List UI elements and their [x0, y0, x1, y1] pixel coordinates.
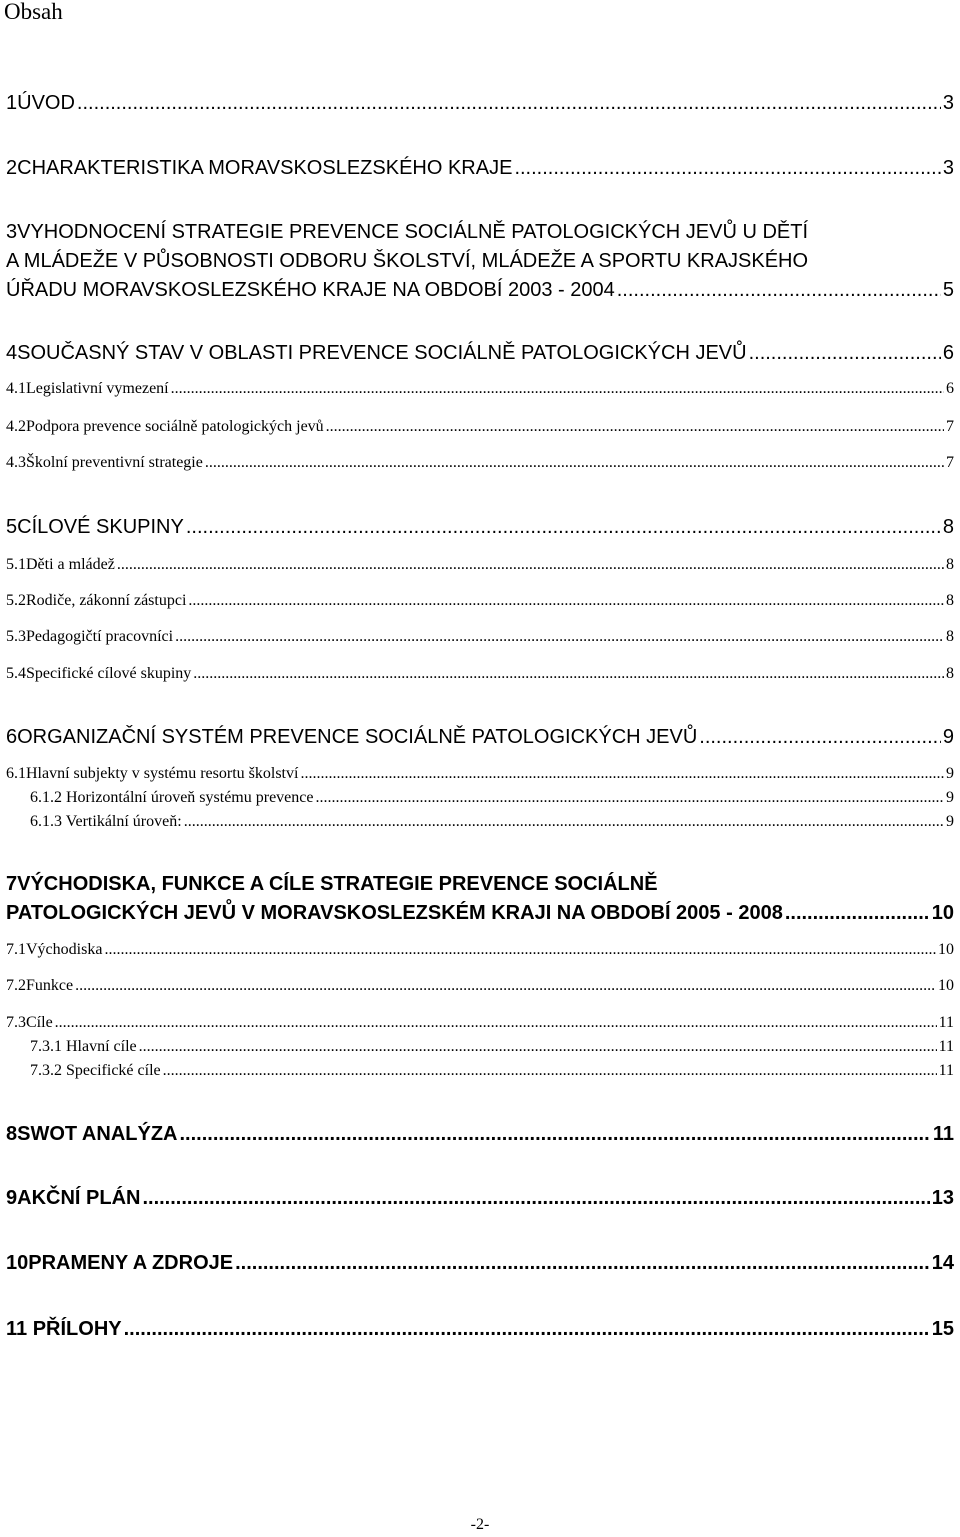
dot-leader [139, 1036, 937, 1058]
toc-page-number: 8 [946, 628, 954, 645]
toc-entry-4-3[interactable] [6, 452, 954, 474]
dot-leader [175, 626, 944, 648]
toc-entry-cilove-skupiny[interactable] [6, 512, 954, 542]
toc-page-number: 9 [946, 765, 954, 782]
toc-page-number: 11 [938, 1062, 954, 1079]
toc-label: 5.4Specifické cílové skupiny [6, 665, 192, 682]
toc-entry-7-3-1[interactable] [30, 1036, 954, 1058]
toc-label: 6.1Hlavní subjekty v systému resortu školství [6, 765, 299, 782]
dot-leader [163, 1060, 937, 1082]
dot-leader [235, 1248, 930, 1278]
toc-label: 2CHARAKTERISTIKA MORAVSKOSLEZSKÉHO KRAJE [6, 157, 513, 179]
toc-label: 5.2Rodiče, zákonní zástupci [6, 592, 187, 609]
toc-page-number: 8 [946, 592, 954, 609]
toc-page-number: 15 [931, 1318, 954, 1340]
toc-label: 4SOUČASNÝ STAV V OBLASTI PREVENCE SOCIÁLNĚ PATOLOGICKÝCH JEVŮ [6, 342, 747, 364]
toc-entry-4-1[interactable] [6, 378, 954, 400]
toc-page-number: 8 [946, 556, 954, 573]
toc-page-number: 13 [931, 1187, 954, 1209]
dot-leader [300, 763, 944, 785]
toc-label-line: ÚŘADU MORAVSKOSLEZSKÉHO KRAJE NA OBDOBÍ 2003 - 2004 [6, 279, 615, 301]
toc-label: 4.3Školní preventivní strategie [6, 454, 203, 471]
dot-leader [117, 554, 944, 576]
toc-label: 11 PŘÍLOHY [6, 1318, 122, 1340]
toc-entry-akcni-plan[interactable] [6, 1183, 954, 1213]
toc-page-number: 8 [942, 516, 954, 538]
toc-entry-7-2[interactable] [6, 975, 954, 997]
toc-label: 5.3Pedagogičtí pracovníci [6, 628, 174, 645]
toc-page-number: 3 [942, 92, 954, 114]
toc-entry-swot[interactable] [6, 1119, 954, 1149]
toc-entry-vychodiska[interactable] [6, 870, 954, 928]
toc-label-line: 3VYHODNOCENÍ STRATEGIE PREVENCE SOCIÁLNĚ PATOLOGICKÝCH JEVŮ U DĚTÍ [6, 221, 809, 243]
toc-entry-7-1[interactable] [6, 939, 954, 961]
toc-entry-5-1[interactable] [6, 554, 954, 576]
toc-page-number: 3 [942, 157, 954, 179]
toc-entry-6-1[interactable] [6, 763, 954, 785]
dot-leader [617, 276, 941, 305]
toc-page-number: 6 [942, 342, 954, 364]
dot-leader [326, 416, 944, 438]
toc-label: 5CÍLOVÉ SKUPINY [6, 516, 184, 538]
dot-leader [193, 663, 944, 685]
toc-label: 6.1.2 Horizontální úroveň systému prevence [30, 789, 314, 806]
toc-page-number: 14 [931, 1252, 954, 1274]
toc-label: 8SWOT ANALÝZA [6, 1123, 178, 1145]
dot-leader [179, 1119, 930, 1149]
dot-leader [55, 1012, 937, 1034]
toc-page-number: 9 [946, 789, 954, 806]
toc-label: 7.3.1 Hlavní cíle [30, 1038, 137, 1055]
toc-label: 10PRAMENY A ZDROJE [6, 1252, 234, 1274]
dot-leader [188, 590, 944, 612]
toc-entry-vyhodnoceni[interactable] [6, 218, 954, 305]
toc-label-line: 7VÝCHODISKA, FUNKCE A CÍLE STRATEGIE PREVENCE SOCIÁLNĚ [6, 873, 658, 895]
toc-label-line: A MLÁDEŽE V PŮSOBNOSTI ODBORU ŠKOLSTVÍ, MLÁDEŽE A SPORTU KRAJSKÉHO [6, 250, 809, 272]
toc-page-number: 10 [931, 902, 954, 924]
toc-label: 9AKČNÍ PLÁN [6, 1187, 141, 1209]
toc-page-number: 9 [946, 813, 954, 830]
dot-leader [142, 1183, 929, 1213]
page-title: Obsah [4, 0, 63, 24]
dot-leader [514, 153, 940, 183]
toc-entry-5-4[interactable] [6, 663, 954, 685]
toc-entry-7-3[interactable] [6, 1012, 954, 1034]
toc-label: 6.1.3 Vertikální úroveň: [30, 813, 182, 830]
toc-page-number: 11 [938, 1038, 954, 1055]
toc-entry-organizacni-system[interactable] [6, 722, 954, 752]
toc-entry-5-2[interactable] [6, 590, 954, 612]
dot-leader [104, 939, 936, 961]
dot-leader [699, 722, 941, 752]
toc-entry-prameny[interactable] [6, 1248, 954, 1278]
toc-entry-7-3-2[interactable] [30, 1060, 954, 1082]
toc-entry-prilohy[interactable] [6, 1314, 954, 1344]
dot-leader [77, 88, 941, 118]
toc-label: 1ÚVOD [6, 92, 75, 114]
toc-page-number: 11 [938, 1014, 954, 1031]
toc-entry-5-3[interactable] [6, 626, 954, 648]
dot-leader [124, 1314, 930, 1344]
toc-page-number: 10 [938, 977, 954, 994]
toc-label: 7.3.2 Specifické cíle [30, 1062, 161, 1079]
toc-entry-6-1-3[interactable] [30, 811, 954, 833]
dot-leader [205, 452, 944, 474]
toc-page-number: 7 [946, 454, 954, 471]
toc-page-number: 6 [946, 380, 954, 397]
dot-leader [315, 787, 944, 809]
toc-page-number: 9 [942, 726, 954, 748]
toc-label: 6ORGANIZAČNÍ SYSTÉM PREVENCE SOCIÁLNĚ PATOLOGICKÝCH JEVŮ [6, 726, 698, 748]
toc-entry-6-1-2[interactable] [30, 787, 954, 809]
toc-page-number: 10 [938, 941, 954, 958]
toc-label-line: PATOLOGICKÝCH JEVŮ V MORAVSKOSLEZSKÉM KRAJI NA OBDOBÍ 2005 - 2008 [6, 902, 783, 924]
dot-leader [184, 811, 944, 833]
toc-entry-uvod[interactable] [6, 88, 954, 118]
toc-page-number: 7 [946, 418, 954, 435]
dot-leader [171, 378, 944, 400]
toc-entry-4-2[interactable] [6, 416, 954, 438]
toc-label: 4.1Legislativní vymezení [6, 380, 169, 397]
toc-label: 7.1Východiska [6, 941, 103, 958]
toc-label: 7.2Funkce [6, 977, 74, 994]
toc-label: 7.3Cíle [6, 1014, 53, 1031]
dot-leader [186, 512, 941, 542]
toc-entry-charakteristika[interactable] [6, 153, 954, 183]
toc-label: 4.2Podpora prevence sociálně patologických jevů [6, 418, 324, 435]
toc-page-number: 5 [942, 279, 954, 301]
dot-leader [75, 975, 936, 997]
toc-entry-soucasny-stav[interactable] [6, 338, 954, 368]
dot-leader [749, 338, 941, 368]
page-number-footer: -2- [470, 1516, 490, 1533]
toc-page-number: 11 [932, 1123, 954, 1145]
toc-page-number: 8 [946, 665, 954, 682]
toc-label: 5.1Děti a mládež [6, 556, 115, 573]
dot-leader [785, 899, 930, 928]
